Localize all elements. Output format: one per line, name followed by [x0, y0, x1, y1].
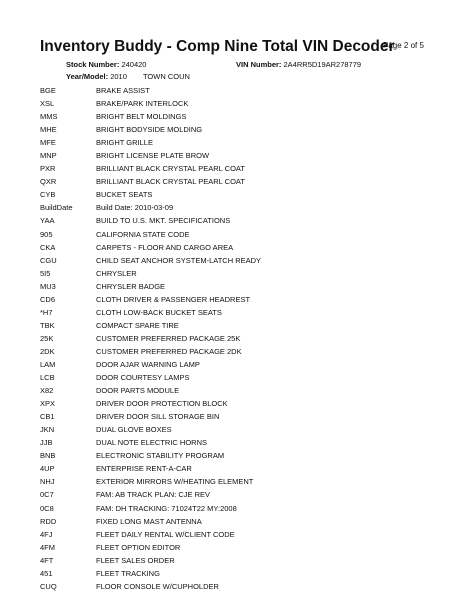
option-description: COMPACT SPARE TIRE [96, 320, 179, 330]
option-description: CLOTH LOW-BACK BUCKET SEATS [96, 307, 222, 317]
option-code: BuildDate [40, 203, 73, 213]
option-description: DUAL NOTE ELECTRIC HORNS [96, 438, 207, 448]
option-code: CUQ [40, 581, 57, 591]
option-code: TBK [40, 320, 55, 330]
option-code: 451 [40, 568, 53, 578]
list-item [40, 175, 440, 188]
list-item [40, 528, 440, 541]
option-code: JKN [40, 425, 55, 435]
option-description: DOOR PARTS MODULE [96, 386, 180, 396]
list-item [40, 332, 440, 345]
list-item [40, 436, 440, 449]
option-description: FIXED LONG MAST ANTENNA [96, 516, 202, 526]
option-code: MHE [40, 125, 57, 135]
option-code: 4FT [40, 555, 54, 565]
list-item [40, 110, 440, 123]
list-item [40, 149, 440, 162]
option-code: MNP [40, 151, 57, 161]
option-description: DUAL GLOVE BOXES [96, 425, 172, 435]
page-title: Inventory Buddy - Comp Nine Total VIN Decoder [40, 38, 395, 55]
stock-number-value: 240420 [121, 60, 147, 69]
list-item [40, 397, 440, 410]
list-item [40, 554, 440, 567]
option-code: 905 [40, 229, 53, 239]
list-item [40, 371, 440, 384]
list-item [40, 384, 440, 397]
option-description: FLEET TRACKING [96, 568, 160, 578]
stock-number-label: Stock Number: [66, 60, 120, 69]
list-item [40, 201, 440, 214]
list-item [40, 502, 440, 515]
list-item [40, 449, 440, 462]
list-item [40, 293, 440, 306]
option-description: CUSTOMER PREFERRED PACKAGE 25K [96, 333, 241, 343]
list-item [40, 267, 440, 280]
option-description: DOOR COURTESY LAMPS [96, 373, 190, 383]
list-item [40, 136, 440, 149]
option-code: 2DK [40, 346, 55, 356]
year-model-row [66, 72, 190, 81]
option-description: ELECTRONIC STABILITY PROGRAM [96, 451, 225, 461]
option-description: FAM: DH TRACKING: 71024T22 MY:2008 [96, 503, 237, 513]
vin-number-value: 2A4RR5D19AR278779 [283, 60, 362, 69]
option-code: MU3 [40, 281, 56, 291]
option-code: YAA [40, 216, 55, 226]
year-model-label: Year/Model: [66, 72, 109, 81]
list-item [40, 410, 440, 423]
option-code: BGE [40, 86, 56, 95]
vin-number-label: VIN Number: [236, 60, 282, 69]
option-code-list [40, 84, 440, 593]
list-item [40, 241, 440, 254]
option-description: FLEET OPTION EDITOR [96, 542, 181, 552]
list-item [40, 306, 440, 319]
option-description: FLEET SALES ORDER [96, 555, 175, 565]
option-code: BNB [40, 451, 56, 461]
option-code: *H7 [40, 307, 53, 317]
option-description: CUSTOMER PREFERRED PACKAGE 2DK [96, 346, 242, 356]
option-description: BRIGHT BELT MOLDINGS [96, 112, 187, 122]
list-item [40, 162, 440, 175]
option-code: 0C7 [40, 490, 54, 500]
list-item [40, 254, 440, 267]
option-code: 25K [40, 333, 54, 343]
option-description: CARPETS - FLOOR AND CARGO AREA [96, 242, 234, 252]
option-description: BRILLIANT BLACK CRYSTAL PEARL COAT [96, 164, 245, 174]
list-item [40, 580, 440, 593]
option-code: XSL [40, 99, 55, 109]
list-item [40, 515, 440, 528]
list-item [40, 123, 440, 136]
model-value: TOWN COUN [142, 72, 190, 81]
list-item [40, 423, 440, 436]
option-code: CD6 [40, 294, 56, 304]
option-code: RDD [40, 516, 57, 526]
option-description: DRIVER DOOR SILL STORAGE BIN [96, 412, 220, 422]
option-code: MMS [40, 112, 58, 122]
option-description: Build Date: 2010-03-09 [96, 203, 174, 213]
option-description: BUCKET SEATS [96, 190, 153, 200]
option-description: BRILLIANT BLACK CRYSTAL PEARL COAT [96, 177, 245, 187]
option-code: PXR [40, 164, 56, 174]
list-item [40, 462, 440, 475]
option-description: ENTERPRISE RENT-A-CAR [96, 464, 192, 474]
list-item [40, 345, 440, 358]
option-code: CYB [40, 190, 56, 200]
option-description: FAM: AB TRACK PLAN: CJE REV [96, 490, 211, 500]
list-item [40, 228, 440, 241]
option-description: DRIVER DOOR PROTECTION BLOCK [96, 399, 228, 409]
list-item [40, 319, 440, 332]
option-description: BRIGHT BODYSIDE MOLDING [96, 125, 203, 135]
page-number: Page 2 of 5 [383, 41, 424, 50]
list-item [40, 567, 440, 580]
option-description: BRAKE ASSIST [96, 86, 150, 95]
option-code: 5I5 [40, 268, 51, 278]
option-code: XPX [40, 399, 56, 409]
option-description: BRIGHT LICENSE PLATE BROW [96, 151, 210, 161]
option-description: CHILD SEAT ANCHOR SYSTEM-LATCH READY [96, 255, 262, 265]
option-code: 4FM [40, 542, 55, 552]
list-item [40, 488, 440, 501]
option-code: CGU [40, 255, 57, 265]
option-code: JJB [40, 438, 53, 448]
list-item [40, 541, 440, 554]
option-code: 4FJ [40, 529, 53, 539]
option-description: FLEET DAILY RENTAL W/CLIENT CODE [96, 529, 235, 539]
list-item [40, 214, 440, 227]
list-item [40, 358, 440, 371]
option-code: 0C8 [40, 503, 54, 513]
option-code: 4UP [40, 464, 55, 474]
option-code: CB1 [40, 412, 55, 422]
option-code: LAM [40, 359, 56, 369]
list-item [40, 97, 440, 110]
list-item [40, 475, 440, 488]
option-description: CHRYSLER BADGE [96, 281, 166, 291]
list-item [40, 280, 440, 293]
option-code: LCB [40, 373, 55, 383]
year-value: 2010 [110, 72, 127, 81]
list-item [40, 84, 440, 97]
option-code: QXR [40, 177, 57, 187]
option-description: EXTERIOR MIRRORS W/HEATING ELEMENT [96, 477, 254, 487]
option-description: CLOTH DRIVER & PASSENGER HEADREST [96, 294, 251, 304]
option-description: BRIGHT GRILLE [96, 138, 153, 148]
option-code: CKA [40, 242, 56, 252]
vin-number-row [236, 60, 361, 69]
option-description: CALIFORNIA STATE CODE [96, 229, 190, 239]
stock-number-row [66, 60, 146, 69]
option-code: NHJ [40, 477, 55, 487]
option-code: X82 [40, 386, 54, 396]
option-description: BUILD TO U.S. MKT. SPECIFICATIONS [96, 216, 231, 226]
option-description: CHRYSLER [96, 268, 137, 278]
option-description: BRAKE/PARK INTERLOCK [96, 99, 189, 109]
option-description: DOOR AJAR WARNING LAMP [96, 359, 200, 369]
list-item [40, 188, 440, 201]
option-code: MFE [40, 138, 56, 148]
option-description: FLOOR CONSOLE W/CUPHOLDER [96, 581, 219, 591]
